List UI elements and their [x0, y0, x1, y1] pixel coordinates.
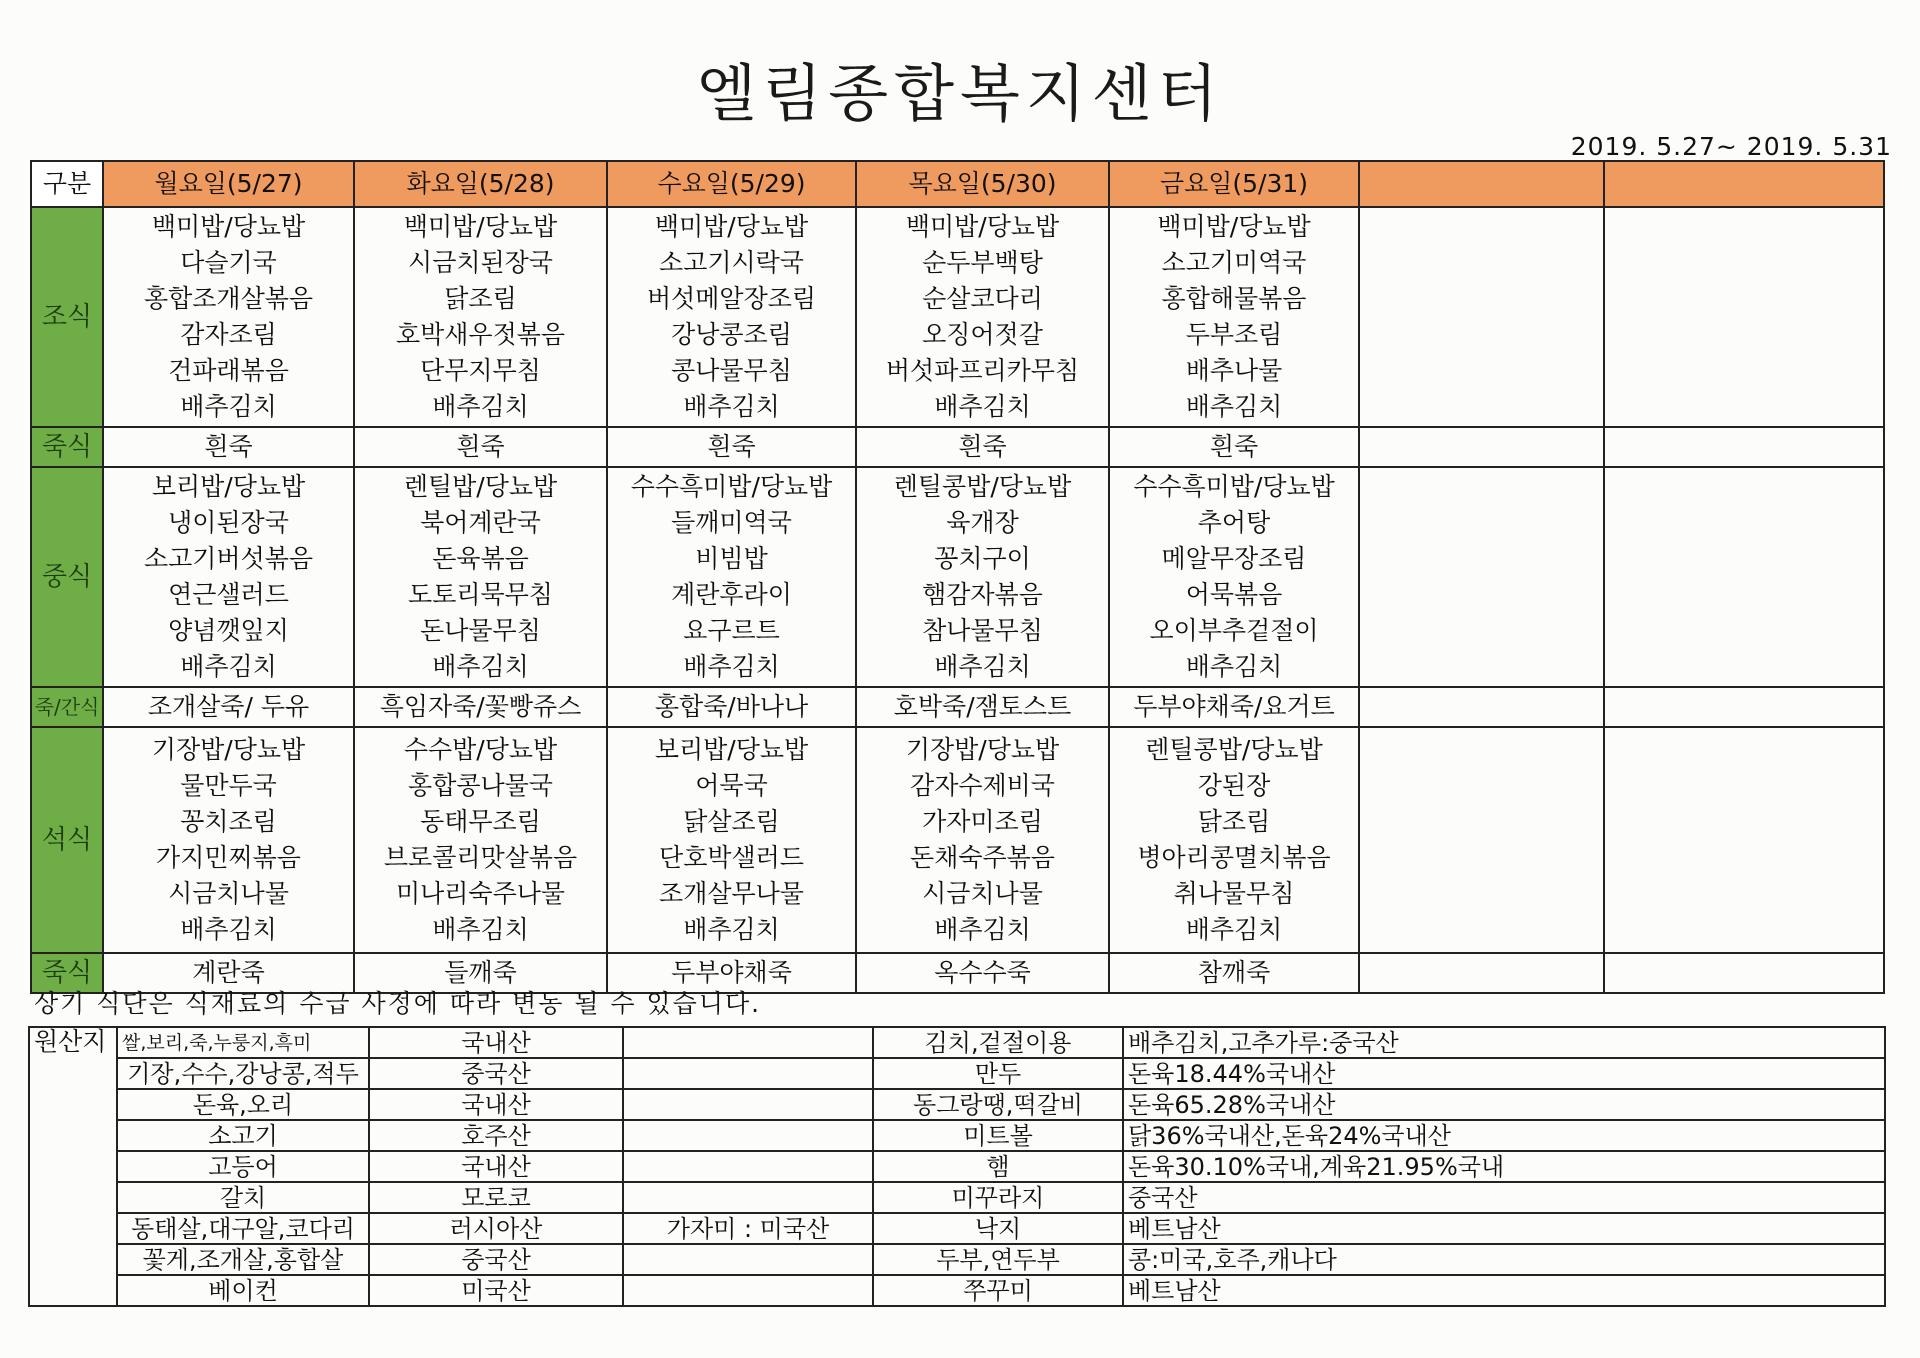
menu-item: 미나리숙주나물 — [395, 879, 566, 908]
day-header-wed: 수요일(5/29) — [607, 161, 856, 207]
menu-item: 기장밥/당뇨밥 — [905, 735, 1060, 764]
meal-row-lunch — [31, 467, 1884, 687]
menu-item: 홍합해물볶음 — [1161, 284, 1307, 313]
menu-cell-mon — [103, 687, 354, 727]
day-header-fri: 금요일(5/31) — [1109, 161, 1359, 207]
menu-cell-thu — [856, 687, 1109, 727]
menu-item: 백미밥/당뇨밥 — [403, 212, 558, 241]
menu-item: 돈채숙주볶음 — [910, 843, 1055, 872]
menu-item: 콩나물무침 — [671, 356, 792, 385]
menu-item: 추어탕 — [1197, 508, 1271, 537]
menu-table — [30, 160, 1885, 994]
menu-item: 조개살무나물 — [659, 879, 804, 908]
menu-item: 양념깻잎지 — [168, 616, 289, 645]
menu-item: 돈육볶음 — [432, 544, 529, 573]
menu-item: 햄감자볶음 — [922, 580, 1043, 609]
menu-cell-thu — [856, 207, 1109, 427]
menu-item: 감자수제비국 — [910, 771, 1055, 800]
menu-cell-wed — [607, 207, 856, 427]
menu-item: 어묵국 — [695, 771, 768, 800]
menu-item: 배추김치 — [683, 392, 780, 421]
origin-processed-item: 햄 — [873, 1151, 1123, 1182]
origin-extra — [623, 1120, 873, 1151]
menu-item: 닭조림 — [1197, 807, 1271, 836]
menu-item: 렌틸콩밥/당뇨밥 — [893, 472, 1072, 501]
menu-item: 순두부백탕 — [922, 248, 1043, 277]
menu-cell-extra-1 — [1359, 207, 1604, 427]
menu-item: 시금치나물 — [168, 879, 289, 908]
origin-row — [29, 1244, 1885, 1275]
menu-item: 배추김치 — [934, 392, 1031, 421]
origin-processed-item: 미트볼 — [873, 1120, 1123, 1151]
page-title: 엘림종합복지센터 — [696, 57, 1224, 130]
menu-item: 배추김치 — [180, 392, 277, 421]
menu-item: 참나물무침 — [922, 616, 1043, 645]
origin-processed-item: 동그랑땡,떡갈비 — [873, 1089, 1123, 1120]
menu-item: 들깨죽 — [444, 958, 517, 987]
menu-item: 병아리콩멸치볶음 — [1137, 843, 1331, 872]
origin-extra — [623, 1027, 873, 1058]
origin-ingredient: 돈육,오리 — [117, 1089, 369, 1120]
origin-ingredient: 고등어 — [117, 1151, 369, 1182]
menu-cell-tue — [354, 207, 607, 427]
menu-item: 돈나물무침 — [420, 616, 541, 645]
menu-item: 배추김치 — [1185, 392, 1283, 421]
menu-item: 단호박샐러드 — [659, 843, 804, 872]
menu-item: 두부야채죽 — [671, 958, 792, 987]
menu-item: 오이부추겉절이 — [1149, 616, 1319, 645]
menu-item: 두부조림 — [1185, 320, 1283, 349]
menu-cell-thu — [856, 727, 1109, 953]
origin-ingredient: 베이컨 — [117, 1275, 369, 1306]
origin-processed-country: 돈육30.10%국내,계육21.95%국내 — [1123, 1151, 1885, 1182]
day-header-thu: 목요일(5/30) — [856, 161, 1109, 207]
menu-item: 들깨미역국 — [671, 508, 792, 537]
menu-item: 옥수수죽 — [934, 958, 1031, 987]
origin-country: 모로코 — [369, 1182, 623, 1213]
menu-cell-wed — [607, 727, 856, 953]
menu-item: 꽁치조림 — [180, 807, 277, 836]
menu-cell-tue — [354, 427, 607, 467]
origin-processed-item: 두부,연두부 — [873, 1244, 1123, 1275]
menu-item: 흑임자죽/꽃빵쥬스 — [379, 692, 582, 721]
origin-country: 호주산 — [369, 1120, 623, 1151]
menu-cell-wed — [607, 467, 856, 687]
origin-country: 러시아산 — [369, 1213, 623, 1244]
menu-item: 버섯파프리카무침 — [885, 356, 1080, 385]
menu-item: 연근샐러드 — [168, 580, 289, 609]
origin-row — [29, 1213, 1885, 1244]
menu-item: 소고기버섯볶음 — [143, 544, 314, 573]
menu-item: 백미밥/당뇨밥 — [905, 212, 1060, 241]
meal-row-porridge-snack — [31, 687, 1884, 727]
menu-cell-extra-2 — [1604, 953, 1884, 993]
menu-item: 렌틸밥/당뇨밥 — [403, 472, 558, 501]
origin-processed-country: 베트남산 — [1123, 1275, 1885, 1306]
origin-processed-country: 돈육18.44%국내산 — [1123, 1058, 1885, 1089]
day-header-extra-1 — [1359, 161, 1604, 207]
menu-cell-extra-2 — [1604, 687, 1884, 727]
menu-cell-mon — [103, 207, 354, 427]
menu-item: 배추김치 — [432, 915, 529, 944]
menu-item: 수수밥/당뇨밥 — [403, 735, 558, 764]
origin-row — [29, 1151, 1885, 1182]
menu-cell-extra-1 — [1359, 953, 1604, 993]
origin-extra — [623, 1244, 873, 1275]
menu-cell-fri — [1109, 427, 1359, 467]
meal-label: 죽/간식 — [31, 687, 103, 727]
meal-row-dinner — [31, 727, 1884, 953]
origin-extra: 가자미 : 미국산 — [623, 1213, 873, 1244]
menu-item: 백미밥/당뇨밥 — [654, 212, 809, 241]
origin-processed-item: 쭈꾸미 — [873, 1275, 1123, 1306]
menu-cell-thu — [856, 467, 1109, 687]
menu-item: 배추김치 — [1185, 652, 1283, 681]
menu-item: 배추나물 — [1185, 356, 1283, 385]
menu-item: 단무지무침 — [420, 356, 541, 385]
menu-cell-tue — [354, 727, 607, 953]
menu-item: 배추김치 — [683, 652, 780, 681]
menu-item: 배추김치 — [180, 652, 277, 681]
origin-ingredient: 동태살,대구알,코다리 — [117, 1213, 369, 1244]
menu-item: 강된장 — [1197, 771, 1271, 800]
origin-country: 국내산 — [369, 1151, 623, 1182]
menu-item: 닭살조림 — [683, 807, 780, 836]
menu-item: 다슬기국 — [180, 248, 277, 277]
origin-ingredient: 기장,수수,강낭콩,적두 — [117, 1058, 369, 1089]
menu-cell-wed — [607, 427, 856, 467]
origin-processed-item: 김치,겉절이용 — [873, 1027, 1123, 1058]
origin-extra — [623, 1182, 873, 1213]
menu-item: 수수흑미밥/당뇨밥 — [1133, 472, 1335, 501]
day-header-tue: 화요일(5/28) — [354, 161, 607, 207]
menu-cell-mon — [103, 467, 354, 687]
origin-row — [29, 1275, 1885, 1306]
menu-cell-fri — [1109, 687, 1359, 727]
origin-table — [28, 1026, 1886, 1307]
menu-item: 순살코다리 — [922, 284, 1043, 313]
menu-item: 강낭콩조림 — [671, 320, 792, 349]
menu-item: 소고기시락국 — [659, 248, 804, 277]
menu-item: 취나물무침 — [1173, 879, 1295, 908]
origin-processed-country: 콩:미국,호주,캐나다 — [1123, 1244, 1885, 1275]
menu-item: 시금치나물 — [922, 879, 1043, 908]
menu-item: 배추김치 — [934, 915, 1031, 944]
menu-item: 계란죽 — [192, 958, 265, 987]
meal-label: 죽식 — [31, 427, 103, 467]
menu-item: 육개장 — [946, 508, 1019, 537]
menu-item: 가지민찌볶음 — [156, 843, 301, 872]
menu-cell-fri — [1109, 953, 1359, 993]
menu-cell-tue — [354, 467, 607, 687]
menu-item: 브로콜리맛살볶음 — [383, 843, 578, 872]
menu-item: 흰죽 — [707, 432, 756, 461]
menu-item: 가자미조림 — [922, 807, 1043, 836]
menu-item: 감자조림 — [180, 320, 277, 349]
menu-item: 두부야채죽/요거트 — [1133, 692, 1335, 721]
menu-cell-fri — [1109, 467, 1359, 687]
menu-cell-fri — [1109, 727, 1359, 953]
menu-item: 요구르트 — [683, 616, 780, 645]
origin-row — [29, 1120, 1885, 1151]
origin-processed-item: 만두 — [873, 1058, 1123, 1089]
menu-item: 닭조림 — [444, 284, 517, 313]
origin-processed-country: 닭36%국내산,돈육24%국내산 — [1123, 1120, 1885, 1151]
menu-cell-extra-2 — [1604, 727, 1884, 953]
menu-item: 북어계란국 — [420, 508, 541, 537]
origin-processed-country: 중국산 — [1123, 1182, 1885, 1213]
menu-item: 홍합조개살볶음 — [143, 284, 314, 313]
menu-item: 꽁치구이 — [934, 544, 1031, 573]
menu-item: 냉이된장국 — [168, 508, 289, 537]
menu-item: 배추김치 — [683, 915, 780, 944]
header-row — [31, 161, 1884, 207]
menu-item: 기장밥/당뇨밥 — [151, 735, 306, 764]
menu-item: 버섯메알장조림 — [646, 284, 817, 313]
origin-processed-country: 배추김치,고추가루:중국산 — [1123, 1027, 1885, 1058]
menu-cell-mon — [103, 727, 354, 953]
menu-item: 호박새우젓볶음 — [395, 320, 566, 349]
menu-cell-extra-2 — [1604, 427, 1884, 467]
origin-label: 원산지 — [29, 1027, 117, 1306]
origin-row — [29, 1027, 1885, 1058]
origin-row — [29, 1089, 1885, 1120]
meal-row-breakfast — [31, 207, 1884, 427]
menu-item: 계란후라이 — [671, 580, 792, 609]
menu-item: 렌틸콩밥/당뇨밥 — [1145, 735, 1323, 764]
menu-cell-extra-1 — [1359, 427, 1604, 467]
origin-extra — [623, 1058, 873, 1089]
menu-item: 홍합죽/바나나 — [654, 692, 809, 721]
menu-item: 배추김치 — [1185, 915, 1283, 944]
menu-cell-extra-1 — [1359, 687, 1604, 727]
menu-cell-thu — [856, 953, 1109, 993]
menu-cell-extra-1 — [1359, 727, 1604, 953]
menu-item: 비빔밥 — [695, 544, 768, 573]
menu-item: 배추김치 — [180, 915, 277, 944]
menu-item: 보리밥/당뇨밥 — [151, 472, 306, 501]
menu-item: 오징어젓갈 — [922, 320, 1043, 349]
menu-item: 물만두국 — [180, 771, 277, 800]
meal-row-porridge-morning — [31, 427, 1884, 467]
menu-item: 호박죽/잼토스트 — [893, 692, 1072, 721]
origin-extra — [623, 1275, 873, 1306]
menu-item: 건파래볶음 — [168, 356, 289, 385]
origin-row — [29, 1182, 1885, 1213]
day-header-extra-2 — [1604, 161, 1884, 207]
origin-processed-country: 베트남산 — [1123, 1213, 1885, 1244]
menu-item: 백미밥/당뇨밥 — [151, 212, 306, 241]
day-header-mon: 월요일(5/27) — [103, 161, 354, 207]
menu-cell-wed — [607, 687, 856, 727]
menu-item: 시금치된장국 — [408, 248, 553, 277]
menu-item: 배추김치 — [934, 652, 1031, 681]
menu-cell-extra-2 — [1604, 207, 1884, 427]
menu-cell-fri — [1109, 207, 1359, 427]
menu-item: 동태무조림 — [420, 807, 541, 836]
origin-row — [29, 1058, 1885, 1089]
origin-country: 미국산 — [369, 1275, 623, 1306]
origin-processed-item: 낙지 — [873, 1213, 1123, 1244]
menu-item: 참깨죽 — [1197, 958, 1271, 987]
meal-label: 조식 — [31, 207, 103, 427]
menu-item: 보리밥/당뇨밥 — [654, 735, 809, 764]
menu-item: 도토리묵무침 — [408, 580, 553, 609]
menu-item: 흰죽 — [204, 432, 253, 461]
menu-item: 흰죽 — [456, 432, 505, 461]
menu-change-notice: 상기 식단은 식재료의 수급 사정에 따라 변동 될 수 있습니다. — [34, 989, 762, 1018]
corner-header: 구분 — [31, 161, 103, 207]
menu-cell-extra-2 — [1604, 467, 1884, 687]
menu-item: 배추김치 — [432, 392, 529, 421]
meal-label: 죽식 — [31, 953, 103, 993]
menu-item: 메알무장조림 — [1161, 544, 1307, 573]
menu-cell-extra-1 — [1359, 467, 1604, 687]
menu-item: 조개살죽/ 두유 — [147, 692, 310, 721]
origin-extra — [623, 1089, 873, 1120]
menu-item: 홍합콩나물국 — [408, 771, 553, 800]
origin-processed-item: 미꾸라지 — [873, 1182, 1123, 1213]
origin-ingredient: 갈치 — [117, 1182, 369, 1213]
origin-country: 중국산 — [369, 1244, 623, 1275]
menu-item: 배추김치 — [432, 652, 529, 681]
menu-cell-mon — [103, 427, 354, 467]
origin-country: 중국산 — [369, 1058, 623, 1089]
origin-country: 국내산 — [369, 1027, 623, 1058]
origin-ingredient: 소고기 — [117, 1120, 369, 1151]
menu-item: 흰죽 — [958, 432, 1007, 461]
menu-item: 어묵볶음 — [1185, 580, 1283, 609]
menu-cell-tue — [354, 687, 607, 727]
menu-item: 백미밥/당뇨밥 — [1157, 212, 1311, 241]
menu-cell-thu — [856, 427, 1109, 467]
origin-processed-country: 돈육65.28%국내산 — [1123, 1089, 1885, 1120]
origin-ingredient: 꽃게,조개살,홍합살 — [117, 1244, 369, 1275]
origin-extra — [623, 1151, 873, 1182]
date-range: 2019. 5.27~ 2019. 5.31 — [1570, 132, 1892, 161]
origin-country: 국내산 — [369, 1089, 623, 1120]
meal-label: 중식 — [31, 467, 103, 687]
menu-item: 흰죽 — [1209, 432, 1259, 461]
menu-item: 수수흑미밥/당뇨밥 — [630, 472, 833, 501]
origin-ingredient: 쌀,보리,죽,누룽지,흑미 — [117, 1027, 369, 1058]
menu-item: 소고기미역국 — [1161, 248, 1307, 277]
meal-label: 석식 — [31, 727, 103, 953]
